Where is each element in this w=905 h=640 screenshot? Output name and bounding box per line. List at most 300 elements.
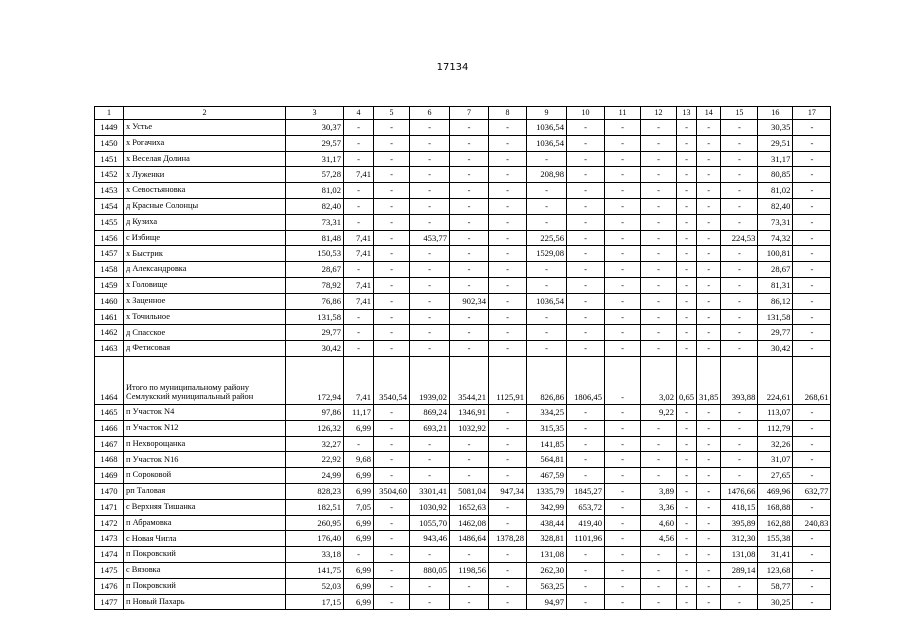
value-cell: 58,77 [758, 578, 793, 594]
settlement-name-cell: х Севостьяновка [124, 183, 286, 199]
row-number-cell: 1459 [95, 277, 124, 293]
value-cell: - [344, 183, 374, 199]
value-cell: 342,99 [527, 499, 567, 515]
value-cell: 1125,91 [489, 356, 527, 404]
value-cell: - [793, 198, 831, 214]
value-cell: - [489, 262, 527, 278]
settlement-name-cell: с Вязовка [124, 562, 286, 578]
value-cell: - [567, 183, 605, 199]
row-number-cell: 1462 [95, 325, 124, 341]
value-cell: - [721, 404, 758, 420]
value-cell: - [677, 404, 697, 420]
value-cell: 1845,27 [567, 483, 605, 499]
table-row [95, 151, 831, 167]
settlement-name-cell: д Александровка [124, 262, 286, 278]
value-cell: - [697, 293, 721, 309]
value-cell: - [374, 547, 410, 563]
value-cell: - [489, 325, 527, 341]
value-cell: 31,41 [758, 547, 793, 563]
table-row [95, 120, 831, 136]
value-cell: - [677, 246, 697, 262]
value-cell: 1476,66 [721, 483, 758, 499]
value-cell: - [677, 309, 697, 325]
table-row [95, 293, 831, 309]
value-cell: - [605, 214, 641, 230]
table-row [95, 578, 831, 594]
column-header: 10 [567, 107, 605, 120]
value-cell: - [527, 325, 567, 341]
value-cell: - [677, 135, 697, 151]
value-cell: - [410, 547, 450, 563]
value-cell: - [697, 183, 721, 199]
value-cell: - [374, 277, 410, 293]
value-cell: - [677, 293, 697, 309]
row-number-cell: 1473 [95, 531, 124, 547]
value-cell: - [410, 594, 450, 610]
value-cell: - [605, 293, 641, 309]
value-cell: - [489, 562, 527, 578]
table-row [95, 135, 831, 151]
row-number-cell: 1453 [95, 183, 124, 199]
value-cell: - [641, 325, 677, 341]
value-cell: - [697, 499, 721, 515]
value-cell: - [527, 262, 567, 278]
value-cell: - [697, 277, 721, 293]
value-cell: 168,88 [758, 499, 793, 515]
value-cell: 57,28 [286, 167, 344, 183]
value-cell: - [793, 341, 831, 357]
table-row [95, 167, 831, 183]
value-cell: - [450, 183, 489, 199]
value-cell: 240,83 [793, 515, 831, 531]
row-number-cell: 1455 [95, 214, 124, 230]
value-cell: 1346,91 [450, 404, 489, 420]
value-cell: - [721, 246, 758, 262]
value-cell: - [605, 341, 641, 357]
value-cell: - [605, 151, 641, 167]
settlement-name-cell: п Участок N4 [124, 404, 286, 420]
value-cell: - [793, 420, 831, 436]
value-cell: - [374, 230, 410, 246]
value-cell: - [793, 135, 831, 151]
value-cell: - [374, 452, 410, 468]
value-cell: - [697, 325, 721, 341]
value-cell: - [450, 262, 489, 278]
table-row [95, 468, 831, 484]
value-cell: 334,25 [527, 404, 567, 420]
value-cell: - [567, 404, 605, 420]
value-cell: - [374, 309, 410, 325]
value-cell: - [793, 230, 831, 246]
value-cell: 131,08 [721, 547, 758, 563]
value-cell: 260,95 [286, 515, 344, 531]
value-cell: 453,77 [410, 230, 450, 246]
value-cell: 97,86 [286, 404, 344, 420]
column-header: 12 [641, 107, 677, 120]
value-cell: - [605, 262, 641, 278]
value-cell: - [677, 468, 697, 484]
value-cell: - [489, 499, 527, 515]
value-cell: 224,61 [758, 356, 793, 404]
value-cell: - [697, 341, 721, 357]
value-cell: - [605, 277, 641, 293]
value-cell: 869,24 [410, 404, 450, 420]
value-cell: 30,37 [286, 120, 344, 136]
value-cell: 81,02 [286, 183, 344, 199]
value-cell: - [641, 167, 677, 183]
value-cell: - [721, 468, 758, 484]
column-header: 8 [489, 107, 527, 120]
value-cell: - [793, 325, 831, 341]
value-cell: 6,99 [344, 562, 374, 578]
value-cell: 7,41 [344, 230, 374, 246]
value-cell: - [697, 594, 721, 610]
value-cell: - [489, 452, 527, 468]
value-cell: 208,98 [527, 167, 567, 183]
value-cell: 289,14 [721, 562, 758, 578]
value-cell: 312,30 [721, 531, 758, 547]
value-cell: - [567, 293, 605, 309]
settlement-name-cell: п Нехворощанка [124, 436, 286, 452]
value-cell: - [567, 325, 605, 341]
value-cell: - [567, 230, 605, 246]
value-cell: 6,99 [344, 578, 374, 594]
value-cell: - [374, 594, 410, 610]
value-cell: - [567, 578, 605, 594]
settlement-name-cell: х Точильное [124, 309, 286, 325]
value-cell: - [605, 230, 641, 246]
value-cell: - [677, 183, 697, 199]
row-number-cell: 1470 [95, 483, 124, 499]
value-cell: - [450, 341, 489, 357]
value-cell: - [641, 246, 677, 262]
value-cell: 328,81 [527, 531, 567, 547]
column-header: 6 [410, 107, 450, 120]
table-row [95, 246, 831, 262]
value-cell: - [567, 436, 605, 452]
value-cell: 172,94 [286, 356, 344, 404]
value-cell: - [641, 151, 677, 167]
value-cell: 29,77 [758, 325, 793, 341]
value-cell: - [721, 578, 758, 594]
value-cell: - [567, 151, 605, 167]
value-cell: - [374, 325, 410, 341]
value-cell: - [677, 515, 697, 531]
value-cell: - [567, 246, 605, 262]
value-cell: - [641, 468, 677, 484]
settlement-name-cell: с Новая Чигла [124, 531, 286, 547]
value-cell: - [374, 531, 410, 547]
value-cell: 81,02 [758, 183, 793, 199]
value-cell: - [605, 436, 641, 452]
value-cell: - [450, 436, 489, 452]
value-cell: - [527, 277, 567, 293]
value-cell: - [677, 420, 697, 436]
value-cell: - [697, 452, 721, 468]
table-row [95, 277, 831, 293]
value-cell: 1055,70 [410, 515, 450, 531]
column-header: 15 [721, 107, 758, 120]
value-cell: - [793, 594, 831, 610]
value-cell: - [605, 325, 641, 341]
value-cell: - [605, 420, 641, 436]
value-cell: 418,15 [721, 499, 758, 515]
value-cell: - [410, 198, 450, 214]
value-cell: - [527, 151, 567, 167]
value-cell: - [344, 198, 374, 214]
value-cell: - [697, 309, 721, 325]
value-cell: - [697, 547, 721, 563]
column-header: 9 [527, 107, 567, 120]
value-cell: - [410, 468, 450, 484]
value-cell: 30,35 [758, 120, 793, 136]
column-header: 5 [374, 107, 410, 120]
value-cell: - [527, 183, 567, 199]
value-cell: 880,05 [410, 562, 450, 578]
value-cell: - [793, 562, 831, 578]
value-cell: - [489, 404, 527, 420]
value-cell: 131,08 [527, 547, 567, 563]
page-number: 17134 [436, 62, 469, 73]
value-cell: - [721, 309, 758, 325]
value-cell: - [374, 214, 410, 230]
value-cell: 131,58 [758, 309, 793, 325]
value-cell: 653,72 [567, 499, 605, 515]
value-cell: - [410, 452, 450, 468]
value-cell: 3,89 [641, 483, 677, 499]
value-cell: - [489, 246, 527, 262]
value-cell: - [567, 214, 605, 230]
value-cell: 78,92 [286, 277, 344, 293]
table-row [95, 594, 831, 610]
value-cell: - [721, 436, 758, 452]
value-cell: 1036,54 [527, 120, 567, 136]
value-cell: - [410, 120, 450, 136]
value-cell: 1198,56 [450, 562, 489, 578]
value-cell: - [721, 452, 758, 468]
value-cell: - [410, 309, 450, 325]
value-cell: 1036,54 [527, 293, 567, 309]
value-cell: 225,56 [527, 230, 567, 246]
value-cell: 3,02 [641, 356, 677, 404]
value-cell: - [697, 198, 721, 214]
value-cell: - [489, 341, 527, 357]
value-cell: 29,77 [286, 325, 344, 341]
value-cell: - [677, 214, 697, 230]
value-cell: - [344, 135, 374, 151]
value-cell: 4,60 [641, 515, 677, 531]
settlement-name-cell: с Верхняя Тишанка [124, 499, 286, 515]
value-cell: - [677, 452, 697, 468]
row-number-cell: 1456 [95, 230, 124, 246]
value-cell: 81,31 [758, 277, 793, 293]
value-cell: - [567, 420, 605, 436]
value-cell: - [697, 262, 721, 278]
value-cell: - [527, 341, 567, 357]
value-cell: - [641, 293, 677, 309]
value-cell: - [567, 594, 605, 610]
value-cell: - [489, 151, 527, 167]
value-cell: - [374, 341, 410, 357]
row-number-cell: 1461 [95, 309, 124, 325]
value-cell: 126,32 [286, 420, 344, 436]
value-cell: 32,27 [286, 436, 344, 452]
value-cell: - [641, 198, 677, 214]
value-cell: 100,81 [758, 246, 793, 262]
value-cell: - [567, 198, 605, 214]
value-cell: 182,51 [286, 499, 344, 515]
value-cell: - [697, 420, 721, 436]
value-cell: 563,25 [527, 578, 567, 594]
value-cell: - [793, 120, 831, 136]
value-cell: - [374, 151, 410, 167]
value-cell: - [527, 309, 567, 325]
table-body [95, 120, 831, 610]
value-cell: 82,40 [758, 198, 793, 214]
value-cell: - [641, 214, 677, 230]
value-cell: - [567, 341, 605, 357]
value-cell: 224,53 [721, 230, 758, 246]
settlement-name-cell: д Красные Солонцы [124, 198, 286, 214]
value-cell: 3544,21 [450, 356, 489, 404]
value-cell: - [793, 452, 831, 468]
value-cell: - [410, 325, 450, 341]
value-cell: 155,38 [758, 531, 793, 547]
table-row [95, 309, 831, 325]
value-cell: 438,44 [527, 515, 567, 531]
row-number-cell: 1477 [95, 594, 124, 610]
value-cell: - [697, 246, 721, 262]
value-cell: 24,99 [286, 468, 344, 484]
value-cell: - [374, 404, 410, 420]
value-cell: 6,99 [344, 531, 374, 547]
value-cell: - [721, 420, 758, 436]
value-cell: 52,03 [286, 578, 344, 594]
value-cell: 419,40 [567, 515, 605, 531]
table-row [95, 420, 831, 436]
value-cell: - [793, 499, 831, 515]
value-cell: - [677, 167, 697, 183]
value-cell: - [374, 135, 410, 151]
value-cell: - [721, 120, 758, 136]
value-cell: - [641, 452, 677, 468]
value-cell: - [450, 120, 489, 136]
value-cell: - [697, 562, 721, 578]
value-cell: 150,53 [286, 246, 344, 262]
value-cell: - [344, 214, 374, 230]
value-cell: 123,68 [758, 562, 793, 578]
value-cell: - [605, 578, 641, 594]
column-header: 3 [286, 107, 344, 120]
value-cell: - [344, 151, 374, 167]
value-cell: - [489, 468, 527, 484]
value-cell: - [489, 120, 527, 136]
value-cell: - [677, 262, 697, 278]
value-cell: - [677, 120, 697, 136]
value-cell: - [567, 309, 605, 325]
value-cell: 6,99 [344, 515, 374, 531]
value-cell: - [450, 277, 489, 293]
value-cell: - [410, 214, 450, 230]
value-cell: - [374, 293, 410, 309]
value-cell: 31,17 [286, 151, 344, 167]
value-cell: - [489, 230, 527, 246]
value-cell: - [721, 341, 758, 357]
value-cell: 1030,92 [410, 499, 450, 515]
value-cell: - [374, 183, 410, 199]
settlement-name-cell: п Участок N16 [124, 452, 286, 468]
value-cell: - [605, 120, 641, 136]
value-cell: 33,18 [286, 547, 344, 563]
value-cell: - [567, 277, 605, 293]
value-cell: - [567, 135, 605, 151]
value-cell: - [641, 135, 677, 151]
value-cell: - [450, 309, 489, 325]
value-cell: 31,07 [758, 452, 793, 468]
value-cell: 395,89 [721, 515, 758, 531]
value-cell: 1462,08 [450, 515, 489, 531]
value-cell: 3301,41 [410, 483, 450, 499]
value-cell: 73,31 [758, 214, 793, 230]
value-cell: - [605, 483, 641, 499]
column-header: 7 [450, 107, 489, 120]
value-cell: - [721, 277, 758, 293]
value-cell: 30,25 [758, 594, 793, 610]
settlement-name-cell: х Рогачиха [124, 135, 286, 151]
settlement-name-cell: п Участок N12 [124, 420, 286, 436]
value-cell: 30,42 [286, 341, 344, 357]
value-cell: - [697, 214, 721, 230]
column-header: 4 [344, 107, 374, 120]
value-cell: - [374, 436, 410, 452]
row-number-cell: 1475 [95, 562, 124, 578]
value-cell: 3540,54 [374, 356, 410, 404]
value-cell: - [567, 547, 605, 563]
column-header: 13 [677, 107, 697, 120]
value-cell: - [677, 151, 697, 167]
value-cell: 315,35 [527, 420, 567, 436]
value-cell: 29,51 [758, 135, 793, 151]
value-cell: - [410, 262, 450, 278]
value-cell: - [641, 594, 677, 610]
value-cell: - [344, 547, 374, 563]
value-cell: - [374, 120, 410, 136]
table-row [95, 262, 831, 278]
value-cell: 28,67 [758, 262, 793, 278]
value-cell: - [697, 120, 721, 136]
value-cell: - [793, 468, 831, 484]
value-cell: 28,67 [286, 262, 344, 278]
value-cell: 76,86 [286, 293, 344, 309]
value-cell: - [410, 151, 450, 167]
settlement-name-cell: п Покровский [124, 547, 286, 563]
value-cell: - [793, 293, 831, 309]
value-cell: - [697, 151, 721, 167]
table-row [95, 341, 831, 357]
value-cell: 80,85 [758, 167, 793, 183]
value-cell: - [450, 547, 489, 563]
row-number-cell: 1460 [95, 293, 124, 309]
value-cell: - [793, 214, 831, 230]
row-number-cell: 1454 [95, 198, 124, 214]
value-cell: - [677, 562, 697, 578]
value-cell: 268,61 [793, 356, 831, 404]
value-cell: - [344, 341, 374, 357]
table-row [95, 356, 831, 404]
value-cell: - [567, 562, 605, 578]
value-cell: - [721, 183, 758, 199]
value-cell: - [374, 468, 410, 484]
